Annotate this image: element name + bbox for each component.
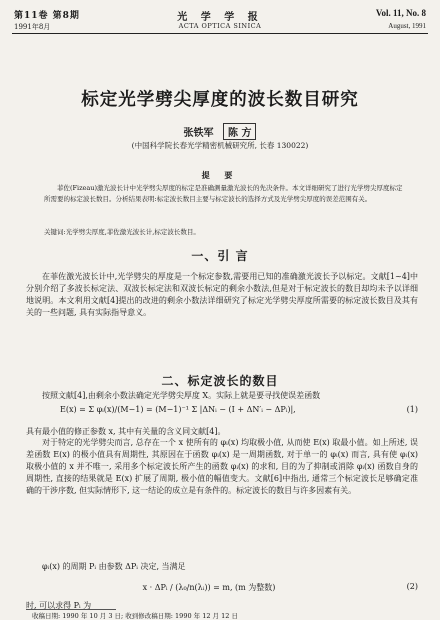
footnote-rule bbox=[26, 609, 116, 610]
equation-2-body: x · ΔPᵢ / (λ₀/n(λᵢ)) = m, (m 为整数) bbox=[142, 583, 276, 592]
footnote-received: 收稿日期: 1990 年 10 月 3 日; 收到修改稿日期: 1990 年 12 月 12 日 bbox=[32, 612, 238, 620]
paragraph-period: φᵢ(x) 的周期 Pᵢ 由参数 ΔPᵢ 决定, 当满足 bbox=[42, 562, 186, 571]
equation-2 bbox=[0, 582, 418, 593]
paragraph-introduction: 在菲佐激光波长计中,光学劈尖的厚度是一个标定参数,需要用已知的准确激光波长予以标定。文献[1~4]中分别介绍了多波长标定法、双波长标定法和双波长标定的剩余小数法,但是对于标定波长的数目却均未予以详细地说明。本文利用文献[4]提出的改进的剩余小数法详细研究了标定光学劈尖厚度所需要的标定波长数目及其有关的一些问题, 具有实际指导意义。 bbox=[26, 272, 418, 317]
paragraph-periodicity: 对于特定的光学劈尖而言, 总存在一个 x 使所有的 φᵢ(x) 均取极小值, 从而使 E(x) 取最小值。如上所述, 误差函数 E(x) 的极小值具有周期性, 其原因在于函数 φᵢ(x) 是一周期函数, 对于单一的 φᵢ(x) 而言, 具有使 φᵢ(x) 取极小值的 x 并不唯一, 采用多个标定波长所产生的函数 φᵢ(x) 的求和, 目的为了抑制或消除 φᵢ(x) 函数自身的周期性, 直接的结果就是 E(x) 扩展了周期, 极小值的幅值变大。文献[6]中指出, 通常三个标定波长足够确定准确的干涉序数, 但实际情形下, 这一结论的成立是有条件的。标定波长的数目与许多因素有关。 bbox=[26, 438, 418, 495]
running-header bbox=[14, 8, 426, 34]
equation-2-number: (2) bbox=[406, 582, 418, 591]
section-heading-introduction: 一、引 言 bbox=[191, 249, 249, 263]
affiliation: (中国科学院长春光学精密机械研究所, 长春 130022) bbox=[131, 141, 309, 150]
abstract-heading: 提 要 bbox=[201, 170, 239, 180]
volume-cn: 第11卷 第8期 bbox=[14, 11, 80, 21]
paragraph-method: 按照文献[4],由剩余小数法确定光学劈尖厚度 X。实际上就是要寻找使误差函数 bbox=[42, 391, 321, 400]
equation-1-body: E(x) = Σ φᵢ(x)/(M−1) = (M−1)⁻¹ Σ |ΔNᵢ − (I + ΔN′ᵢ − ΔPᵢ)|, bbox=[60, 405, 296, 414]
equation-1 bbox=[60, 405, 418, 414]
paper-title: 标定光学劈尖厚度的波长数目研究 bbox=[81, 90, 359, 110]
abstract-text: 菲佐(Fizeau)激光波长计中光学劈尖厚度的标定是准确测量激光波长的先决条件。本文详细研究了进行光学劈尖厚度标定所需要的标定波长数目。分析结果表明:标定波长数目主要与标定波长的选择方式及光学劈尖厚度的误差范围有关。 bbox=[44, 184, 403, 203]
volume-en: Vol. 11, No. 8 bbox=[375, 8, 426, 18]
journal-name-cn: 光 学 学 报 bbox=[177, 12, 263, 23]
author-line bbox=[0, 123, 440, 140]
journal-name-en: ACTA OPTICA SINICA bbox=[178, 22, 262, 30]
author-second: 陈 方 bbox=[223, 123, 256, 140]
equation-1-number: (1) bbox=[406, 405, 418, 414]
author-first: 张铁军 bbox=[183, 128, 214, 139]
header-rule bbox=[12, 33, 428, 34]
date-cn: 1991年8月 bbox=[14, 23, 51, 31]
date-en: August, 1991 bbox=[388, 22, 426, 30]
section-heading-wavelength-number: 二、标定波长的数目 bbox=[161, 374, 279, 388]
keywords: 关键词:光学劈尖厚度,菲佐激光波长计,标定波长数目。 bbox=[44, 228, 200, 236]
paragraph-solve: 时, 可以求得 Pᵢ 为 bbox=[26, 601, 92, 610]
paragraph-minimum: 具有最小值的修正参数 x, 其中有关量的含义同文献[4]。 bbox=[26, 427, 226, 436]
